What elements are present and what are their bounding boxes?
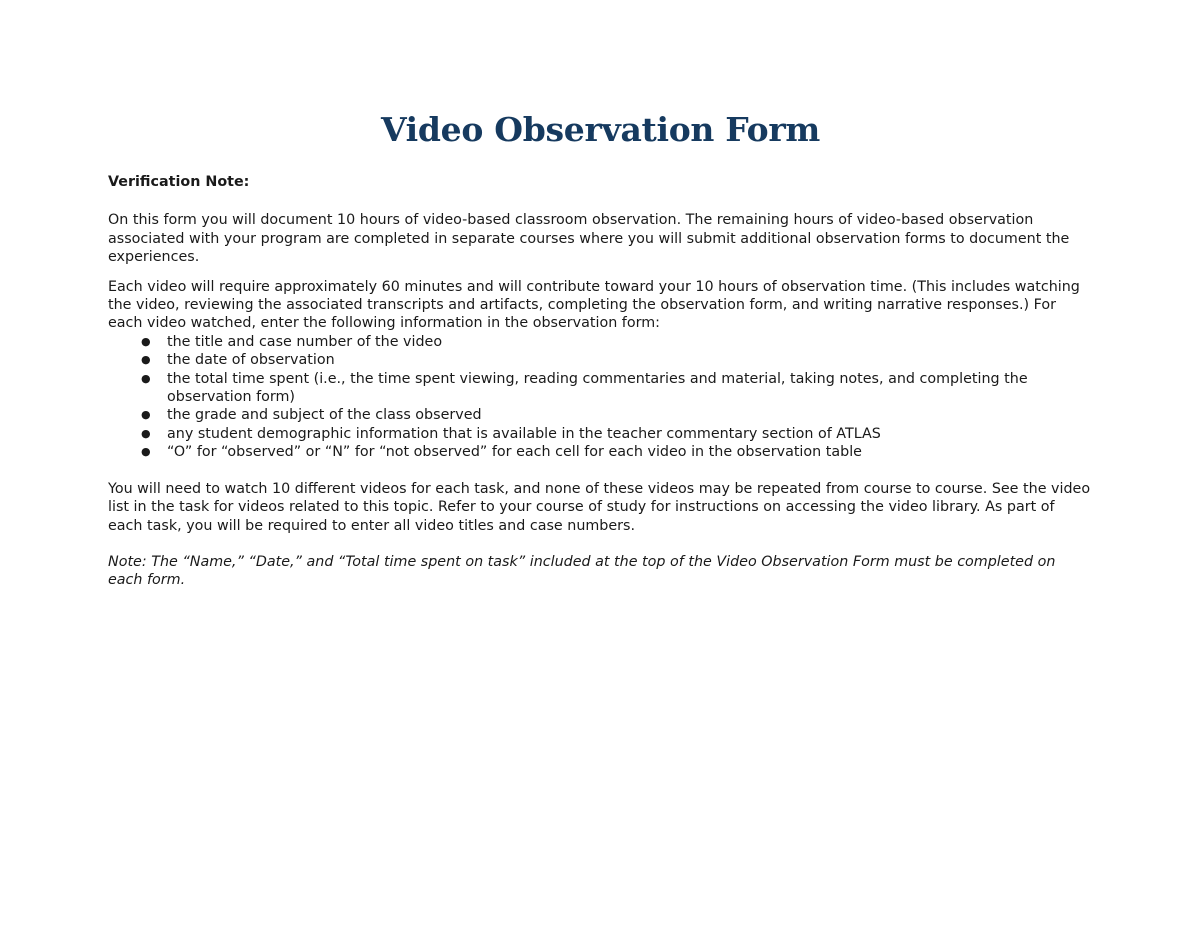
list-item-text: the date of observation — [167, 352, 335, 369]
bullet-list — [108, 333, 1093, 462]
document-body — [108, 173, 1093, 590]
list-item — [108, 406, 1093, 424]
instructions-paragraph: Each video will require approximately 60 minutes and will contribute toward your 10 hours of observation time. (This includes watching the video, reviewing the associated transcripts and artifacts, completing the observation form, and writing narrative responses.) For each video watched, enter the following information in the observation form: — [108, 278, 1080, 332]
intro-paragraph: On this form you will document 10 hours of video-based classroom observation. The remaining hours of video-based observation associated with your program are completed in separate courses where you will submit additional observation forms to document the experiences. — [108, 212, 1070, 266]
bullet-icon: ● — [141, 371, 151, 385]
bullet-icon: ● — [141, 408, 151, 422]
list-item-text: the grade and subject of the class observed — [167, 407, 482, 424]
list-item-text: any student demographic information that is available in the teacher commentary section of ATLAS — [167, 425, 881, 442]
list-item — [108, 351, 1093, 369]
list-item — [108, 443, 1093, 461]
list-item-text: the title and case number of the video — [167, 333, 443, 350]
completion-note: Note: The “Name,” “Date,” and “Total time spent on task” included at the top of the Video Observation Form must be completed on each form. — [108, 553, 1056, 589]
bullet-icon: ● — [141, 445, 151, 459]
list-item — [108, 333, 1093, 351]
page-title: Video Observation Form — [380, 110, 821, 149]
bullet-icon: ● — [141, 426, 151, 440]
bullet-icon: ● — [141, 334, 151, 348]
list-item — [108, 370, 1093, 407]
bullet-icon: ● — [141, 353, 151, 367]
list-item-text: “O” for “observed” or “N” for “not observed” for each cell for each video in the observation table — [167, 444, 862, 461]
list-item-text: the total time spent (i.e., the time spent viewing, reading commentaries and material, taking notes, and completing the observation form) — [167, 370, 1028, 406]
video-requirements-paragraph: You will need to watch 10 different videos for each task, and none of these videos may be repeated from course to course. See the video list in the task for videos related to this topic. Refer to your course of study for instructions on accessing the video library. As part of each task, you will be required to enter all video titles and case numbers. — [108, 480, 1091, 534]
list-item — [108, 425, 1093, 443]
verification-heading: Verification Note: — [108, 174, 250, 190]
